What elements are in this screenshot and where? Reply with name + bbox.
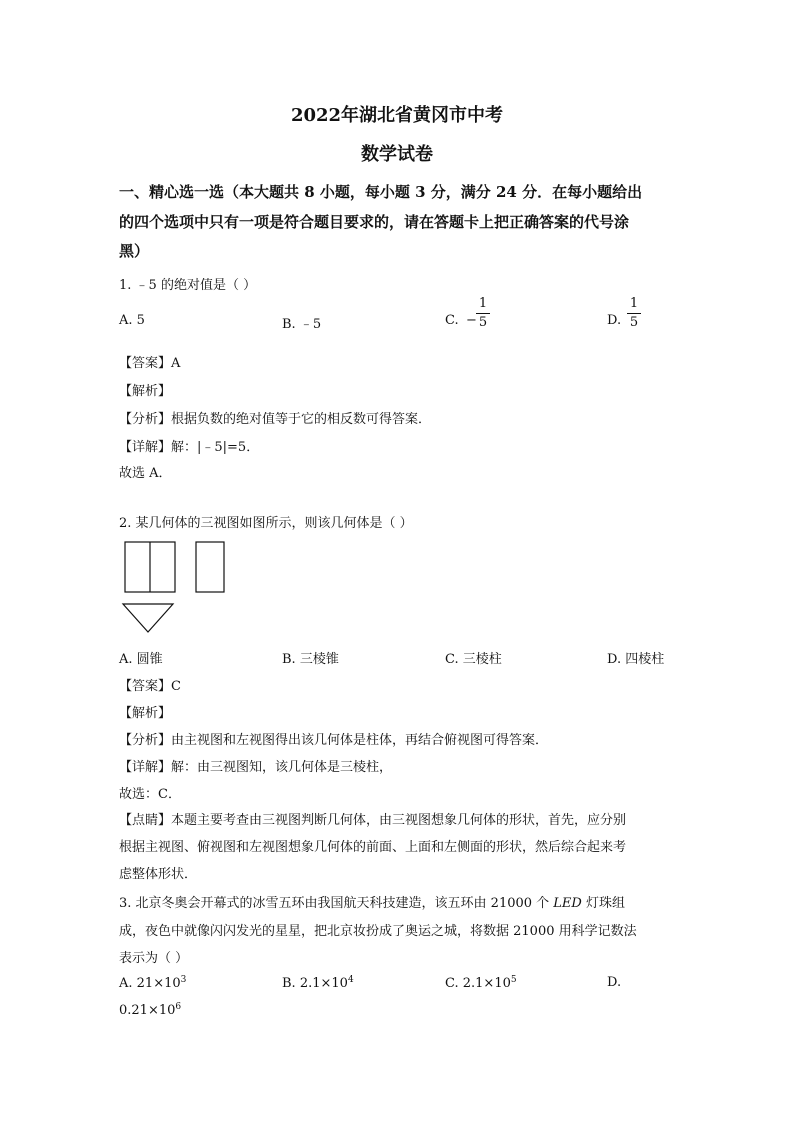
q3-option-b xyxy=(282,975,354,991)
q3-option-d-base: 0.21×10 xyxy=(119,1003,176,1018)
fraction-bar xyxy=(627,313,641,314)
q1-option-b: B. ﹣5 xyxy=(282,317,322,332)
q1-option-d-numerator: 1 xyxy=(629,296,639,311)
q2-option-c: C. 三棱柱 xyxy=(445,652,502,667)
q1-option-c-label: C. xyxy=(445,313,459,328)
q2-fenxi: 【分析】由主视图和左视图得出该几何体是柱体，再结合俯视图可得答案． xyxy=(119,733,549,748)
q2-dianjing-line1: 【点睛】本题主要考查由三视图判断几何体，由三视图想象几何体的形状，首先，应分别 xyxy=(119,813,627,828)
q3-option-a-exp: 3 xyxy=(180,975,187,985)
q2-analysis: 【解析】 xyxy=(119,706,172,721)
q3-option-b-exp: 4 xyxy=(347,975,354,985)
q1-answer: 【答案】A xyxy=(119,356,181,371)
q2-answer: 【答案】C xyxy=(119,679,181,694)
q1-analysis: 【解析】 xyxy=(119,384,172,399)
q2-option-b: B. 三棱锥 xyxy=(282,652,339,667)
q3-option-c-exp: 5 xyxy=(510,975,517,985)
q1-option-c-numerator: 1 xyxy=(478,296,488,311)
q1-option-c-sign: − xyxy=(466,313,477,328)
q3-stem-line1 xyxy=(119,892,625,911)
three-view-figure xyxy=(118,538,238,638)
q2-dianjing-line2: 根据主视图、俯视图和左视图想象几何体的前面、上面和左侧面的形状，然后综合起来考 xyxy=(119,840,627,855)
fraction-bar xyxy=(476,313,490,314)
q1-fenxi: 【分析】根据负数的绝对值等于它的相反数可得答案． xyxy=(119,412,432,427)
q3-stem-line1-post: 灯珠组 xyxy=(581,896,625,911)
q3-option-b-base: B. 2.1×10 xyxy=(282,976,348,991)
q3-option-c-base: C. 2.1×10 xyxy=(445,976,511,991)
q3-option-d xyxy=(119,1002,181,1018)
q1-option-c-fraction xyxy=(476,296,490,331)
top-view-triangle xyxy=(123,604,173,632)
q1-option-d-denominator: 5 xyxy=(629,315,639,330)
q3-option-a-base: A. 21×10 xyxy=(119,976,181,991)
q2-stem: 2. 某几何体的三视图如图所示，则该几何体是（ ） xyxy=(119,516,413,531)
q3-stem-led: LED xyxy=(553,896,582,911)
page-title: 2022年湖北省黄冈市中考 xyxy=(290,105,504,126)
q3-option-c xyxy=(445,975,517,991)
q1-stem: 1. ﹣5 的绝对值是（ ） xyxy=(119,278,257,293)
q2-option-a: A. 圆锥 xyxy=(119,652,163,667)
q3-option-d-label: D. xyxy=(607,975,622,990)
q2-xiangjie: 【详解】解：由三视图知，该几何体是三棱柱， xyxy=(119,760,393,775)
q1-choose: 故选 A． xyxy=(119,466,172,481)
section-header-line1: 一、精心选一选（本大题共 8 小题，每小题 3 分，满分 24 分．在每小题给出 xyxy=(119,183,643,201)
section-header-line2: 的四个选项中只有一项是符合题目要求的，请在答题卡上把正确答案的代号涂 xyxy=(119,213,630,231)
q3-stem-line3: 表示为（ ） xyxy=(119,951,189,966)
q1-xiangjie: 【详解】解：|﹣5|=5． xyxy=(119,440,260,455)
q1-option-d-label: D. xyxy=(607,313,622,328)
section-header-line3: 黑） xyxy=(119,242,150,260)
q1-option-d-fraction xyxy=(627,296,641,331)
q3-stem-line1-pre: 3. 北京冬奥会开幕式的冰雪五环由我国航天科技建造，该五环由 21000 个 xyxy=(119,896,554,911)
page-subtitle: 数学试卷 xyxy=(361,144,433,165)
q3-stem-line2: 成，夜色中就像闪闪发光的星星，把北京妆扮成了奥运之城，将数据 21000 用科学记数法 xyxy=(119,924,637,939)
side-view xyxy=(196,542,224,592)
q1-option-c-denominator: 5 xyxy=(478,315,488,330)
q3-option-a xyxy=(119,975,186,991)
q2-option-d: D. 四棱柱 xyxy=(607,652,665,667)
q2-dianjing-line3: 虑整体形状． xyxy=(119,867,198,882)
q3-option-d-exp: 6 xyxy=(175,1002,182,1012)
q2-choose: 故选：C． xyxy=(119,787,181,802)
q1-option-a: A. 5 xyxy=(119,313,145,328)
